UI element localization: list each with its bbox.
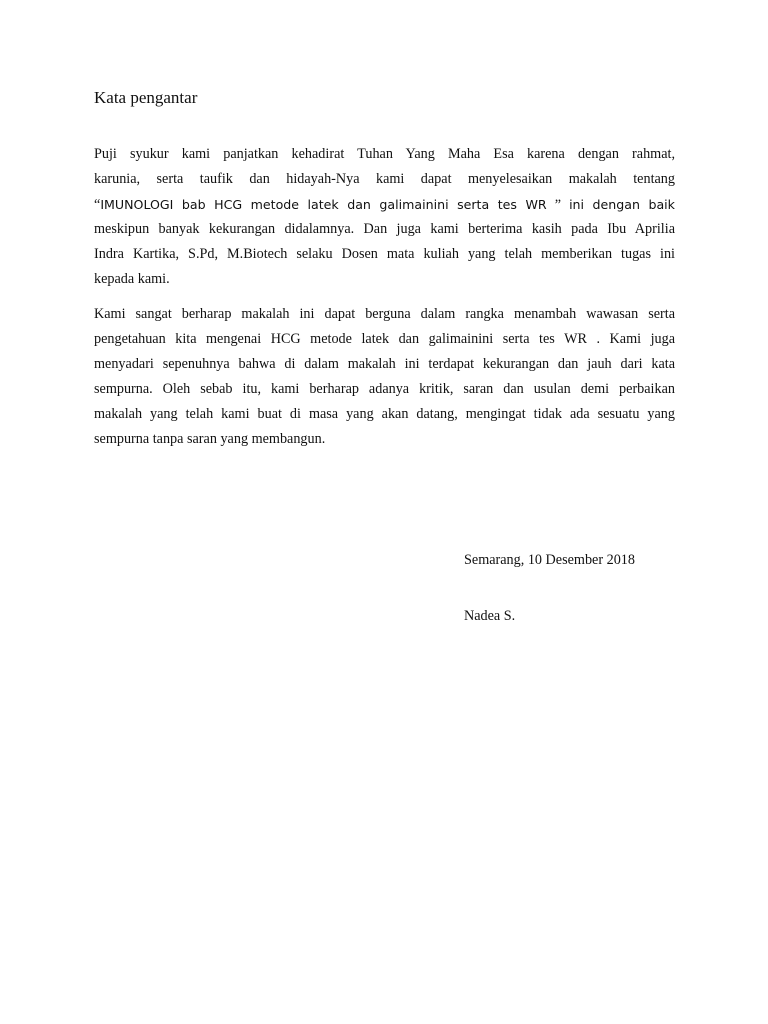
paragraph-line: Indra Kartika, S.Pd, M.Biotech selaku Dosen mata kuliah yang telah memberikan tugas ini [94, 246, 675, 262]
paragraph-line: kepada kami. [94, 271, 170, 287]
author-name: Nadea S. [464, 608, 516, 624]
paragraph-hope [94, 302, 675, 452]
place-date: Semarang, 10 Desember 2018 [464, 552, 635, 568]
paragraph-line: Kami sangat berharap makalah ini dapat berguna dalam rangka menambah wawasan serta [94, 306, 675, 322]
paragraph-line: pengetahuan kita mengenai HCG metode latek dan galimainini serta tes WR . Kami juga [94, 331, 675, 347]
paragraph-line: karunia, serta taufik dan hidayah-Nya kami dapat menyelesaikan makalah tentang [94, 171, 675, 187]
paragraph-text: ini dengan baik [569, 197, 675, 212]
page-title: Kata pengantar [94, 88, 198, 107]
quote-close: ” [546, 197, 562, 213]
paragraph-line: sempurna tanpa saran yang membangun. [94, 431, 326, 447]
paragraph-line: makalah yang telah kami buat di masa yang akan datang, mengingat tidak ada sesuatu yang [94, 406, 675, 422]
paragraph-line: menyadari sepenuhnya bahwa di dalam makalah ini terdapat kekurangan dan jauh dari kata [94, 356, 675, 372]
paragraph-line: Puji syukur kami panjatkan kehadirat Tuhan Yang Maha Esa karena dengan rahmat, [94, 146, 675, 162]
makalah-title: IMUNOLOGI bab HCG metode latek dan galimainini serta tes WR [100, 197, 547, 212]
paragraph-acknowledgement [94, 142, 675, 292]
paragraph-line: meskipun banyak kekurangan didalamnya. Dan juga kami berterima kasih pada Ibu Aprilia [94, 221, 675, 237]
paragraph-line: sempurna. Oleh sebab itu, kami berharap adanya kritik, saran dan usulan demi perbaikan [94, 381, 675, 397]
quote-open: “ [94, 197, 101, 213]
paragraph-line-with-title [94, 192, 675, 217]
